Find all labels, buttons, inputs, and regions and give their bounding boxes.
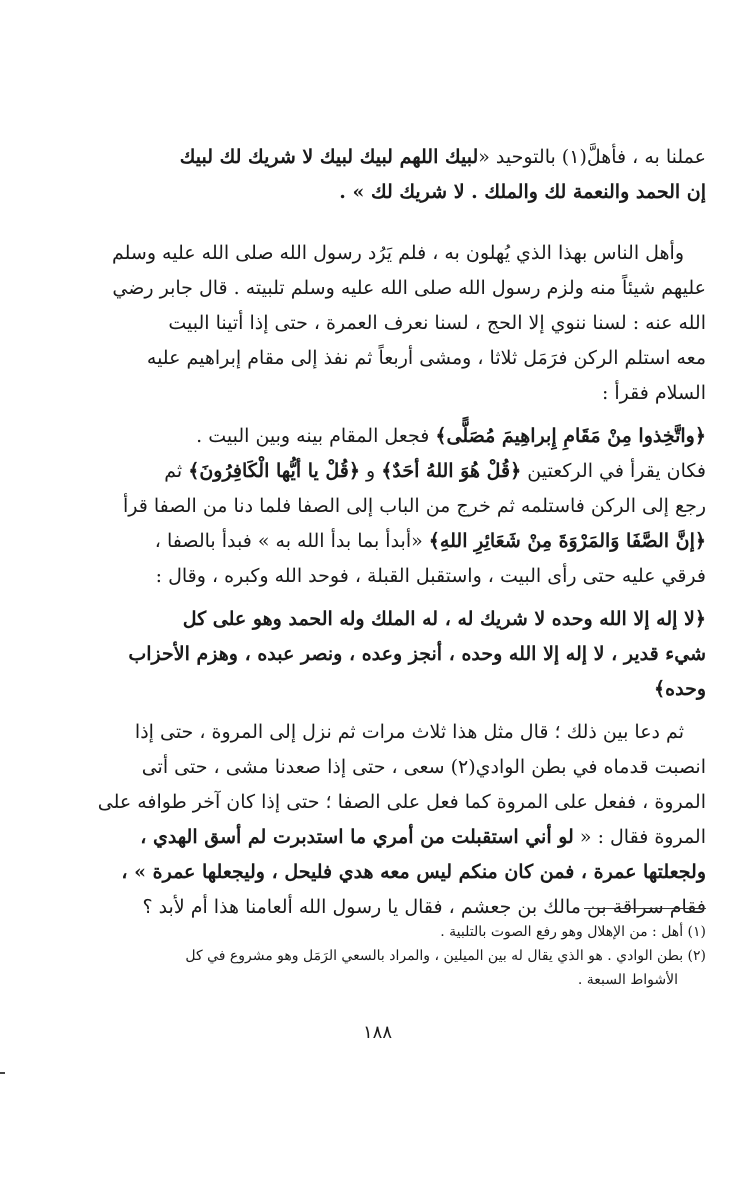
- text-line: رجع إلى الركن فاستلمه ثم خرج من الباب إلى الصفا فلما دنا من الصفا قرأ: [122, 495, 706, 517]
- text-line: [76, 524, 706, 559]
- text-line: [76, 855, 706, 890]
- paragraph-1: [76, 140, 706, 210]
- text-line: [76, 820, 706, 855]
- text-line: الله عنه : لسنا ننوي إلا الحج ، لسنا نعرف العمرة ، حتى إذا أتينا البيت: [168, 312, 706, 334]
- text-line: [76, 419, 706, 454]
- text-line: ثم دعا بين ذلك ؛ قال مثل هذا ثلاث مرات ثم نزل إلى المروة ، حتى إذا: [134, 721, 684, 743]
- dhikr-line: ﴿لا إله إلا الله وحده لا شريك له ، له الملك وله الحمد وهو على كل: [182, 608, 706, 630]
- paragraph-2: [76, 236, 706, 411]
- text-line: السلام فقرأ :: [601, 382, 706, 404]
- scan-edge-mark: [0, 1072, 5, 1074]
- hadith-quote: فمن كان منكم ليس معه هدي فليحل ، وليجعلها عمرة » ،: [121, 861, 575, 883]
- quran-verse: ﴿قُلْ يا أيُّها الْكَافِرُونَ﴾: [188, 460, 361, 482]
- text-span: و: [360, 460, 382, 482]
- main-text: [76, 140, 706, 925]
- text-line: [76, 454, 706, 489]
- hadith-quote: لو أني استقبلت من أمري ما استدبرت لم أسق الهدي ،: [140, 826, 574, 848]
- text-line: المروة ، ففعل على المروة كما فعل على الصفا ؛ حتى إذا كان آخر طوافه على: [97, 791, 706, 813]
- text-line: عليهم شيئاً منه ولزم رسول الله صلى الله عليه وسلم تلبيته . قال جابر رضي: [112, 277, 706, 299]
- hadith-quote-line: إن الحمد والنعمة لك والملك . لا شريك لك » .: [339, 181, 706, 203]
- text-line: انصبت قدماه في بطن الوادي(٢) سعى ، حتى إذا صعدنا مشى ، حتى أتى: [141, 756, 706, 778]
- text-span: عملنا به ، فأهلَّ(١) بالتوحيد «: [478, 146, 706, 168]
- footnotes: [76, 920, 706, 992]
- dhikr-line: شيء قدير ، لا إله إلا الله وحده ، أنجز وعده ، ونصر عبده ، وهزم الأحزاب: [128, 643, 706, 665]
- paragraph-5: [76, 715, 706, 925]
- quran-verse: ﴿إنَّ الصَّفَا وَالمَرْوَةَ مِنْ شَعَائِرِ اللهِ﴾: [428, 530, 706, 552]
- quran-verse: ﴿واتَّخِذوا مِنْ مَقَامِ إِبراهِيمَ مُصَلًّى﴾: [435, 425, 706, 447]
- footnote-2-continuation: الأشواط السبعة .: [577, 972, 678, 988]
- quran-verse: ﴿قُلْ هُوَ اللهُ أحَدٌ﴾: [381, 460, 522, 482]
- text-line: فقام سراقة بن مالك بن جعشم ، فقال يا رسول الله ألعامنا هذا أم لأبد ؟: [142, 896, 706, 918]
- text-span: ثم: [164, 460, 189, 482]
- text-line: معه استلم الركن فرَمَل ثلاثا ، ومشى أربعاً ثم نفذ إلى مقام إبراهيم عليه: [146, 347, 706, 369]
- text-line: وأهل الناس بهذا الذي يُهلون به ، فلم يَرُد رسول الله صلى الله عليه وسلم: [111, 242, 684, 264]
- text-line: فرقي عليه حتى رأى البيت ، واستقبل القبلة ، فوحد الله وكبره ، وقال :: [155, 565, 706, 587]
- footnote-1: (١) أهل : من الإهلال وهو رفع الصوت بالتلبية .: [440, 924, 706, 940]
- paragraph-3: [76, 419, 706, 594]
- text-span: المروة فقال : «: [573, 826, 706, 848]
- dhikr-line: وحده﴾: [654, 678, 706, 700]
- paragraph-4: [76, 602, 706, 707]
- text-span: فكان يقرأ في الركعتين: [521, 460, 706, 482]
- text-span: فجعل المقام بينه وبين البيت .: [196, 425, 436, 447]
- footnote-2: (٢) بطن الوادي . هو الذي يقال له بين الميلين ، والمراد بالسعي الرَمَل وهو مشروع في كل: [185, 948, 706, 964]
- text-span: «أبدأ بما بدأ الله به » فبدأ بالصفا ،: [154, 530, 429, 552]
- text-line: [76, 140, 706, 175]
- footnote-divider: [584, 908, 706, 909]
- hadith-quote: ولجعلتها عمرة ،: [574, 861, 706, 883]
- page-number: ١٨٨: [362, 1022, 392, 1043]
- hadith-quote: لبيك اللهم لبيك لبيك لا شريك لك لبيك: [179, 146, 479, 168]
